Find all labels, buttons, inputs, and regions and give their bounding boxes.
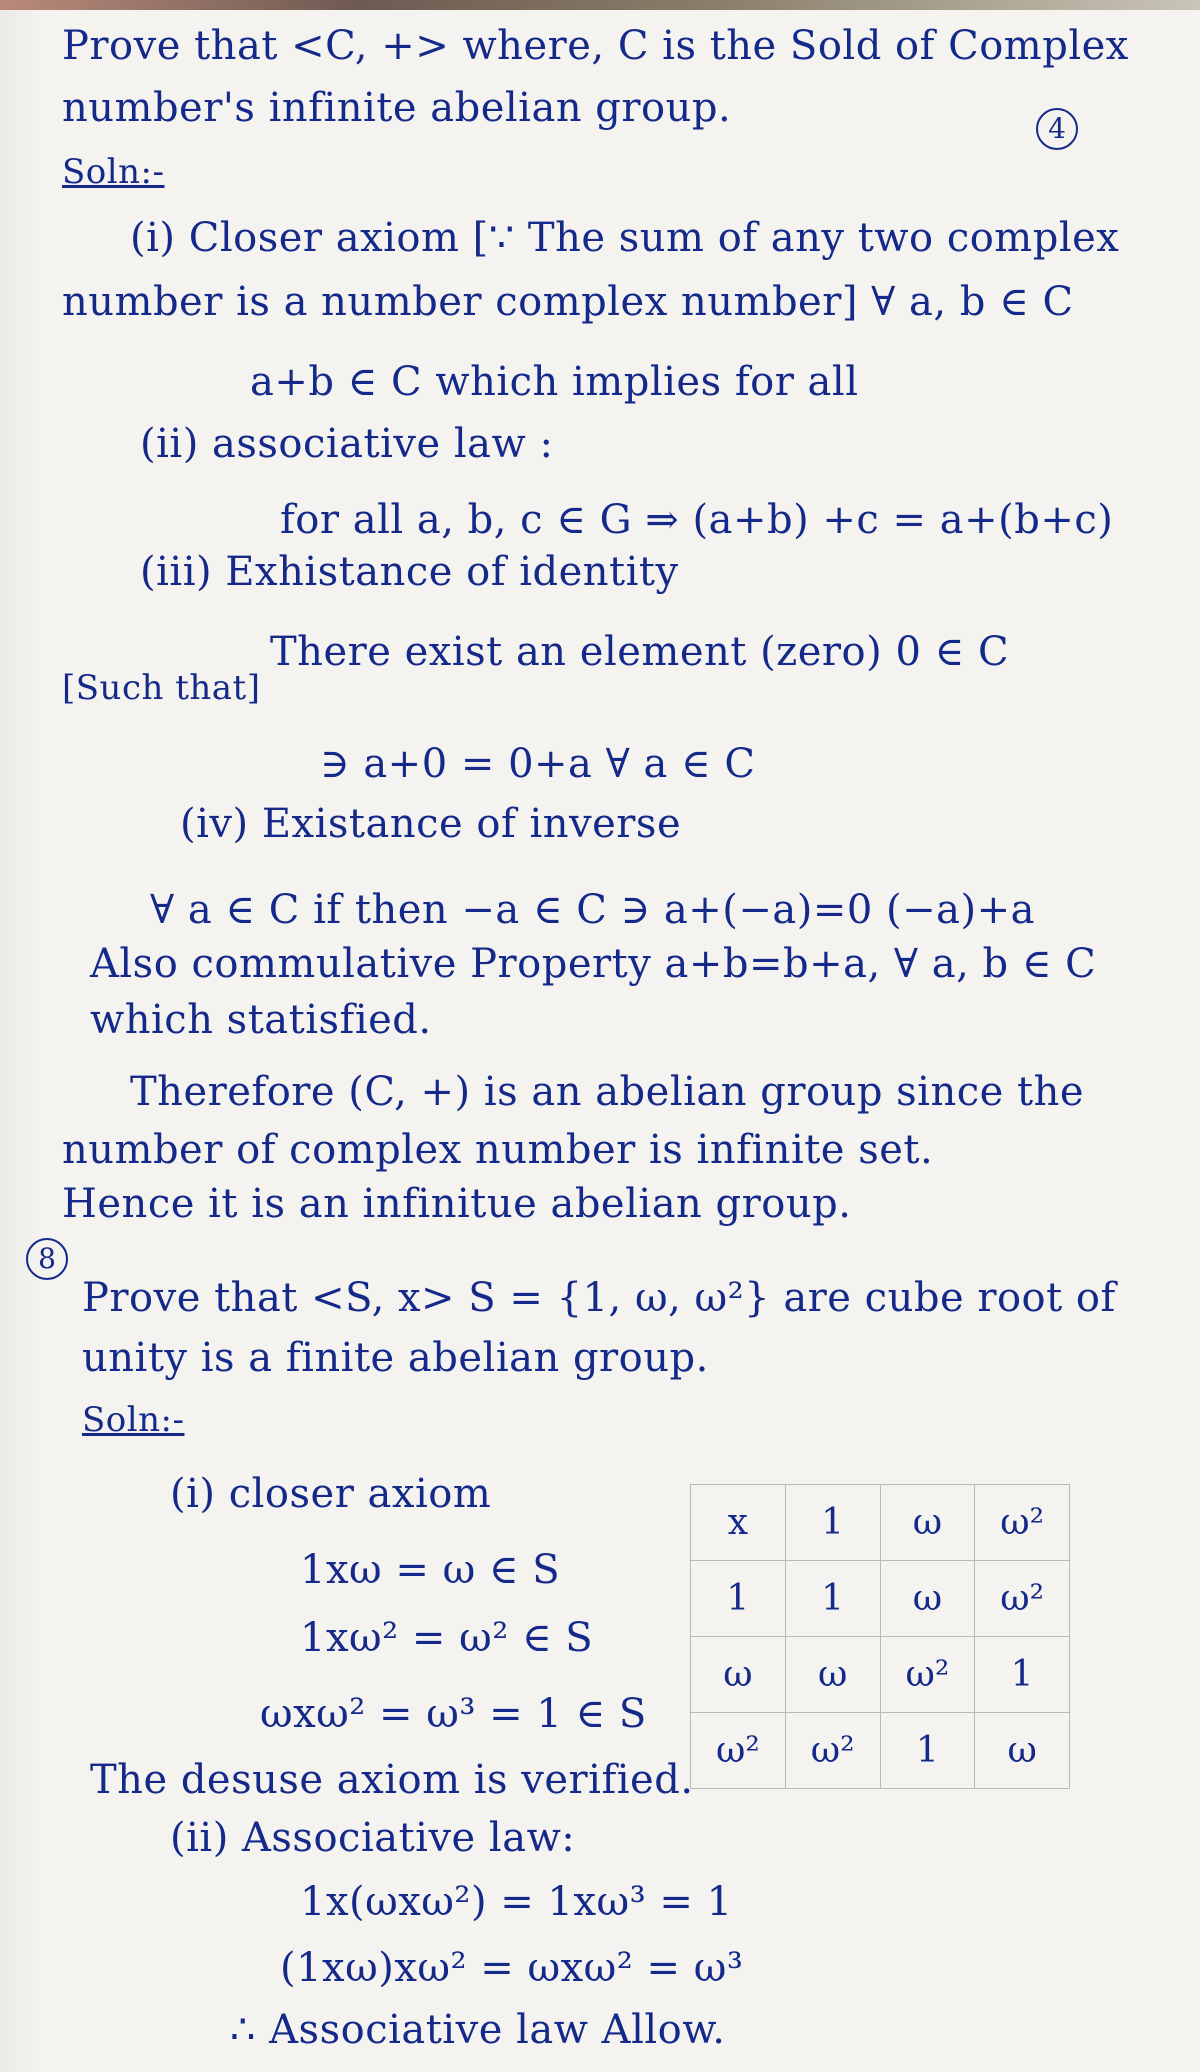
conclusion-line-1: Therefore (C, +) is an abelian group since the <box>130 1069 1085 1115</box>
cayley-cell: ω <box>785 1637 880 1713</box>
cayley-cell: 1 <box>880 1713 975 1789</box>
satisfied-line: which statisfied. <box>90 997 432 1043</box>
problem-1-line-1: Prove that <C, +> where, C is the Sold of Complex <box>62 23 1129 69</box>
associative-law-statement: for all a, b, c ∈ G ⇒ (a+b) +c = a+(b+c) <box>280 497 1114 543</box>
cayley-cell: 1 <box>785 1561 880 1637</box>
cayley-row <box>691 1637 1070 1713</box>
problem-2-line-1: Prove that <S, x> S = {1, ω, ω²} are cube root of <box>82 1275 1116 1321</box>
solution-heading-1: Soln:- <box>62 152 165 192</box>
identity-heading: (iii) Exhistance of identity <box>140 549 679 595</box>
associative-equation-2: (1xω)xω² = ωxω² = ω³ <box>280 1945 744 1991</box>
cayley-cell: ω <box>975 1713 1070 1789</box>
conclusion-line-2: number of complex number is infinite set. <box>62 1127 934 1173</box>
cayley-header-cell: ω² <box>975 1485 1070 1561</box>
closure-product-2: 1xω² = ω² ∈ S <box>300 1615 594 1661</box>
cayley-cell: ω <box>691 1637 786 1713</box>
top-edge-strip <box>0 0 1200 10</box>
conclusion-line-3: Hence it is an infinitue abelian group. <box>62 1181 852 1227</box>
cayley-header-cell: x <box>691 1485 786 1561</box>
cayley-cell: 1 <box>975 1637 1070 1713</box>
commutative-property-line: Also commulative Property a+b=b+a, ∀ a, b ∈ C <box>90 941 1097 987</box>
cayley-table <box>690 1484 1070 1789</box>
cayley-cell: ω² <box>785 1713 880 1789</box>
problem-2-line-2: unity is a finite abelian group. <box>82 1335 709 1381</box>
question-number-4: 4 <box>1036 108 1078 150</box>
cayley-row <box>691 1561 1070 1637</box>
cayley-row <box>691 1713 1070 1789</box>
closure-axiom-line-2: number is a number complex number] ∀ a, b ∈ C <box>62 279 1074 325</box>
closure-axiom-heading-2: (i) closer axiom <box>170 1471 492 1517</box>
closure-verified-line: The desuse axiom is verified. <box>90 1757 694 1803</box>
cayley-header-cell: 1 <box>785 1485 880 1561</box>
cayley-cell: ω <box>880 1561 975 1637</box>
identity-statement: There exist an element (zero) 0 ∈ C <box>270 629 1010 675</box>
closure-product-1: 1xω = ω ∈ S <box>300 1547 561 1593</box>
associative-conclusion: ∴ Associative law Allow. <box>230 2007 726 2053</box>
cayley-cell: ω² <box>880 1637 975 1713</box>
cayley-cell: 1 <box>691 1561 786 1637</box>
cayley-header-row <box>691 1485 1070 1561</box>
cayley-cell: ω² <box>975 1561 1070 1637</box>
associative-law-heading-2: (ii) Associative law: <box>170 1815 576 1861</box>
cayley-cell: ω² <box>691 1713 786 1789</box>
question-number-8: 8 <box>26 1238 68 1280</box>
inverse-statement: ∀ a ∈ C if then −a ∈ C ∋ a+(−a)=0 (−a)+a <box>150 887 1035 933</box>
closure-axiom-line-3: a+b ∈ C which implies for all <box>250 359 859 405</box>
associative-equation-1: 1x(ωxω²) = 1xω³ = 1 <box>300 1879 733 1925</box>
inverse-heading: (iv) Existance of inverse <box>180 801 682 847</box>
solution-heading-2: Soln:- <box>82 1400 185 1440</box>
problem-1-line-2: number's infinite abelian group. <box>62 85 732 131</box>
such-that-bracket: [Such that] <box>62 668 261 708</box>
identity-equation: ∋ a+0 = 0+a ∀ a ∈ C <box>320 741 756 787</box>
associative-law-heading: (ii) associative law : <box>140 421 554 467</box>
closure-product-3: ωxω² = ω³ = 1 ∈ S <box>260 1691 647 1737</box>
closure-axiom-line-1: (i) Closer axiom [∵ The sum of any two complex <box>130 215 1120 261</box>
cayley-header-cell: ω <box>880 1485 975 1561</box>
